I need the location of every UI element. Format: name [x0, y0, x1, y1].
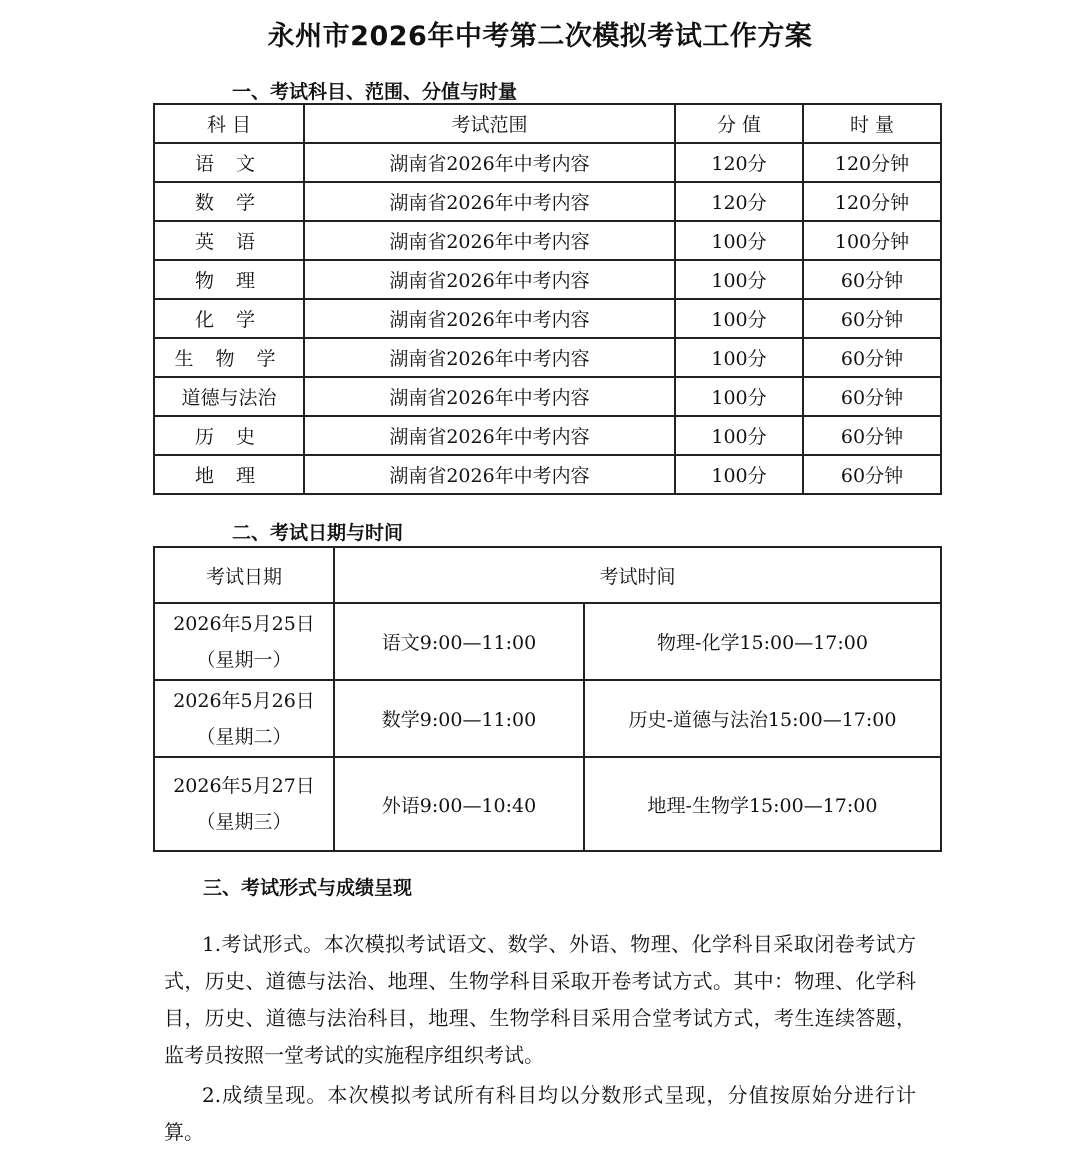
score-cell: 100分 — [675, 416, 803, 455]
score-cell: 100分 — [675, 299, 803, 338]
header-scope: 考试范围 — [304, 104, 675, 143]
date-text: 2026年5月25日 — [173, 612, 315, 635]
table-row — [154, 182, 941, 221]
table-row — [154, 416, 941, 455]
subject-cell: 物 理 — [154, 260, 304, 299]
section3-heading: 三、考试形式与成绩呈现 — [203, 877, 413, 899]
duration-cell: 120分钟 — [803, 182, 941, 221]
duration-cell: 120分钟 — [803, 143, 941, 182]
scope-cell: 湖南省2026年中考内容 — [304, 338, 675, 377]
score-cell: 100分 — [675, 377, 803, 416]
subject-cell: 化 学 — [154, 299, 304, 338]
scope-cell: 湖南省2026年中考内容 — [304, 455, 675, 494]
morning-session-cell: 外语9:00—10:40 — [334, 757, 584, 851]
weekday-text: （星期三） — [196, 811, 292, 833]
table-header-row — [154, 104, 941, 143]
date-cell — [154, 757, 334, 851]
table-row — [154, 757, 941, 851]
duration-cell: 60分钟 — [803, 338, 941, 377]
morning-session-cell: 数学9:00—11:00 — [334, 680, 584, 757]
duration-cell: 60分钟 — [803, 377, 941, 416]
duration-cell: 60分钟 — [803, 260, 941, 299]
score-cell: 100分 — [675, 455, 803, 494]
duration-cell: 60分钟 — [803, 416, 941, 455]
date-text: 2026年5月27日 — [173, 775, 315, 797]
section1-heading: 一、考试科目、范围、分值与时量 — [232, 81, 518, 103]
duration-cell: 60分钟 — [803, 299, 941, 338]
exam-format-paragraph: 1.考试形式。本次模拟考试语文、数学、外语、物理、化学科目采取闭卷考试方式，历史、道德与法治、地理、生物学科目采取开卷考试方式。其中：物理、化学科目，历史、道德与法治科目，地理、生物学科目采用合堂考试方式，考生连续答题，监考员按照一堂考试的实施程序组织考试。 — [164, 932, 916, 1067]
table-header-row — [154, 547, 941, 603]
table-row — [154, 455, 941, 494]
date-cell — [154, 603, 334, 680]
score-cell: 100分 — [675, 260, 803, 299]
score-presentation-paragraph: 2.成绩呈现。本次模拟考试所有科目均以分数形式呈现，分值按原始分进行计算。 — [164, 1083, 916, 1144]
score-cell: 100分 — [675, 338, 803, 377]
morning-session-cell: 语文9:00—11:00 — [334, 603, 584, 680]
subject-cell: 英 语 — [154, 221, 304, 260]
table-row — [154, 143, 941, 182]
section2-heading: 二、考试日期与时间 — [232, 522, 404, 544]
afternoon-session-cell: 地理-生物学15:00—17:00 — [584, 757, 941, 851]
subject-cell: 语 文 — [154, 143, 304, 182]
subject-cell: 地 理 — [154, 455, 304, 494]
scope-cell: 湖南省2026年中考内容 — [304, 416, 675, 455]
afternoon-session-cell: 历史-道德与法治15:00—17:00 — [584, 680, 941, 757]
table-row — [154, 603, 941, 680]
header-duration: 时 量 — [803, 104, 941, 143]
score-cell: 120分 — [675, 182, 803, 221]
table-row — [154, 338, 941, 377]
table-row — [154, 680, 941, 757]
scope-cell: 湖南省2026年中考内容 — [304, 260, 675, 299]
afternoon-session-cell: 物理-化学15:00—17:00 — [584, 603, 941, 680]
duration-cell: 60分钟 — [803, 455, 941, 494]
weekday-text: （星期二） — [196, 725, 292, 748]
date-cell — [154, 680, 334, 757]
score-cell: 120分 — [675, 143, 803, 182]
header-exam-date: 考试日期 — [154, 547, 334, 603]
header-score: 分 值 — [675, 104, 803, 143]
header-subject: 科 目 — [154, 104, 304, 143]
subjects-table — [153, 103, 942, 495]
subject-cell: 数 学 — [154, 182, 304, 221]
table-row — [154, 221, 941, 260]
scope-cell: 湖南省2026年中考内容 — [304, 143, 675, 182]
table-row — [154, 299, 941, 338]
date-text: 2026年5月26日 — [173, 689, 315, 712]
table-row — [154, 377, 941, 416]
weekday-text: （星期一） — [196, 648, 292, 671]
scope-cell: 湖南省2026年中考内容 — [304, 299, 675, 338]
score-cell: 100分 — [675, 221, 803, 260]
subject-cell: 历 史 — [154, 416, 304, 455]
header-exam-time: 考试时间 — [334, 547, 941, 603]
document-title: 永州市2026年中考第二次模拟考试工作方案 — [267, 21, 813, 52]
scope-cell: 湖南省2026年中考内容 — [304, 182, 675, 221]
duration-cell: 100分钟 — [803, 221, 941, 260]
subject-cell: 道德与法治 — [154, 377, 304, 416]
scope-cell: 湖南省2026年中考内容 — [304, 377, 675, 416]
scope-cell: 湖南省2026年中考内容 — [304, 221, 675, 260]
table-row — [154, 260, 941, 299]
schedule-table — [153, 546, 942, 852]
subject-cell: 生 物 学 — [154, 338, 304, 377]
